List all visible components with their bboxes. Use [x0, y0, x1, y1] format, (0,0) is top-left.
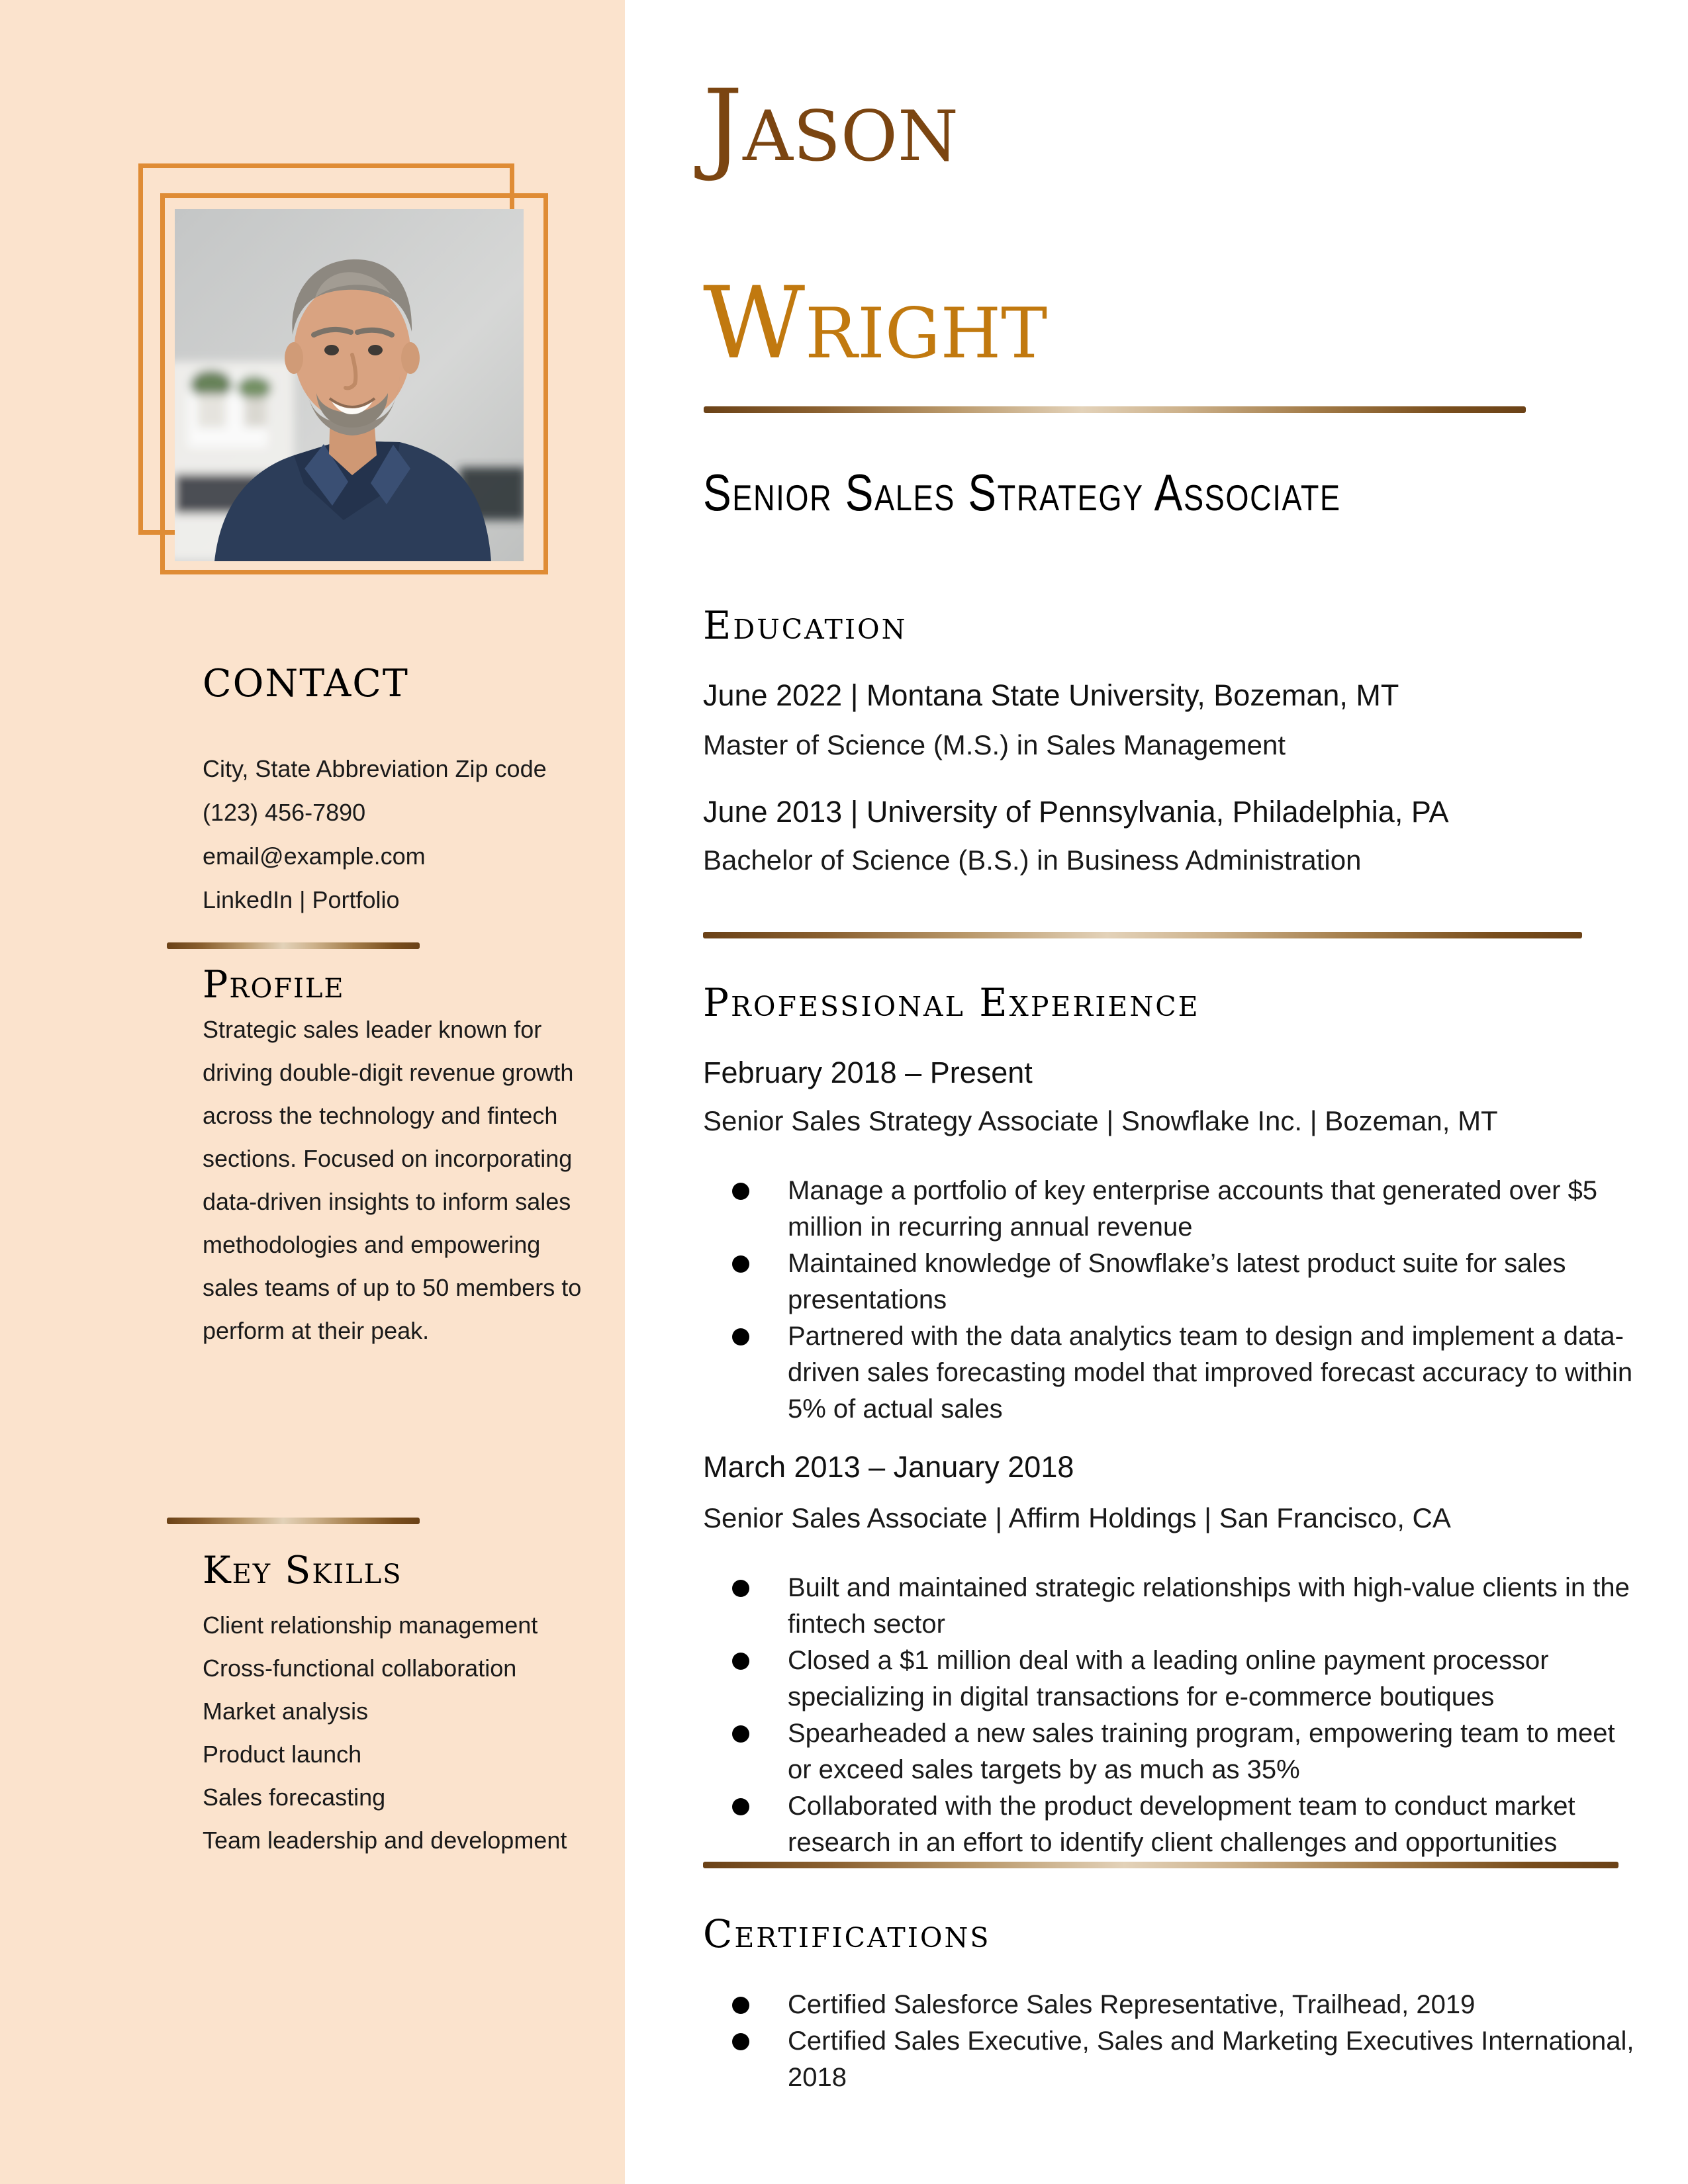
- first-name: Jason: [703, 69, 959, 184]
- certifications-list: [788, 1987, 1635, 2096]
- job-bullet-list: [788, 1173, 1635, 1428]
- key-skills-list: [203, 1604, 597, 1862]
- sidebar-divider-1: [167, 942, 420, 949]
- skill-item: Client relationship management: [203, 1612, 538, 1639]
- experience-heading: Professional Experience: [703, 980, 1200, 1025]
- profile-photo: [175, 209, 524, 561]
- job-dates: February 2018 – Present: [703, 1056, 1033, 1089]
- name-divider: [704, 406, 1526, 413]
- contact-line-phone: (123) 456-7890: [203, 799, 366, 826]
- certification-item: Certified Sales Executive, Sales and Marketing Executives International, 2018: [788, 2023, 1635, 2096]
- education-entry-date: June 2022 | Montana State University, Bozeman, MT: [703, 678, 1399, 712]
- skill-item: Sales forecasting: [203, 1784, 386, 1811]
- education-entry-date: June 2013 | University of Pennsylvania, Philadelphia, PA: [703, 795, 1449, 829]
- section-divider-experience: [703, 932, 1582, 938]
- job-bullet: Collaborated with the product development team to conduct market research in an effort to identify client challenges and opportunities: [788, 1788, 1635, 1861]
- contact-line-address: City, State Abbreviation Zip code: [203, 755, 547, 782]
- education-heading: Education: [703, 603, 908, 648]
- job-dates: March 2013 – January 2018: [703, 1450, 1074, 1484]
- contact-line-links[interactable]: LinkedIn | Portfolio: [203, 886, 400, 913]
- job-bullet-list: [788, 1570, 1635, 1861]
- job-bullet: Spearheaded a new sales training program, empowering team to meet or exceed sales targets by as much as 35%: [788, 1715, 1635, 1788]
- skill-item: Market analysis: [203, 1698, 369, 1725]
- contact-line-email[interactable]: email@example.com: [203, 842, 426, 870]
- skill-item: Team leadership and development: [203, 1827, 567, 1854]
- contact-lines: [203, 747, 600, 922]
- sidebar-divider-2: [167, 1518, 420, 1524]
- skill-item: Product launch: [203, 1741, 362, 1768]
- job-title-line: Senior Sales Associate | Affirm Holdings | San Francisco, CA: [703, 1502, 1451, 1533]
- section-divider-certifications: [703, 1862, 1618, 1868]
- key-skills-heading: Key Skills: [203, 1549, 402, 1592]
- skill-item: Cross-functional collaboration: [203, 1655, 517, 1682]
- certifications-heading: Certifications: [703, 1911, 991, 1956]
- profile-heading: Profile: [203, 963, 345, 1007]
- job-bullet: Partnered with the data analytics team to design and implement a data-driven sales forecasting model that improved forecast accuracy to within 5% of actual sales: [788, 1318, 1635, 1428]
- job-bullet: Built and maintained strategic relationships with high-value clients in the fintech sector: [788, 1570, 1635, 1643]
- job-bullet: Maintained knowledge of Snowflake’s latest product suite for sales presentations: [788, 1246, 1635, 1318]
- contact-heading: CONTACT: [203, 662, 409, 705]
- job-bullet: Closed a $1 million deal with a leading online payment processor specializing in digital transactions for e-commerce boutiques: [788, 1643, 1635, 1715]
- job-bullet: Manage a portfolio of key enterprise accounts that generated over $5 million in recurring annual revenue: [788, 1173, 1635, 1246]
- education-entry-degree: Bachelor of Science (B.S.) in Business Administration: [703, 844, 1362, 876]
- certification-item: Certified Salesforce Sales Representative, Trailhead, 2019: [788, 1987, 1635, 2023]
- job-subtitle: Senior Sales Strategy Associate: [703, 463, 1341, 522]
- education-entry-degree: Master of Science (M.S.) in Sales Management: [703, 729, 1286, 760]
- job-title-line: Senior Sales Strategy Associate | Snowflake Inc. | Bozeman, MT: [703, 1105, 1498, 1136]
- profile-text: Strategic sales leader known for driving double-digit revenue growth across the technology and fintech sections. Focused on incorporating data-driven insights to inform sales methodologies and empowering sales teams of up to 50 members to perform at their peak.: [203, 1016, 582, 1344]
- person-name: [703, 28, 1047, 422]
- last-name: Wright: [703, 266, 1048, 381]
